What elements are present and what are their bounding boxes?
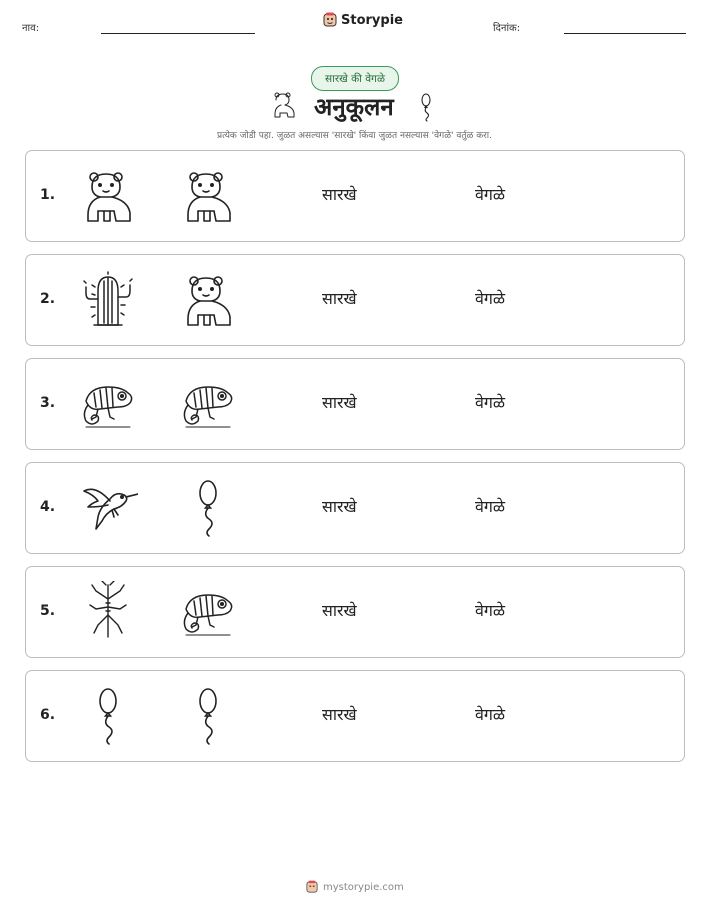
- question-card: [25, 150, 685, 242]
- date-line[interactable]: [564, 33, 686, 34]
- same-option[interactable]: सारखे: [322, 705, 357, 724]
- footer-url[interactable]: mystorypie.com: [323, 881, 404, 893]
- page-title: अनुकूलन: [314, 93, 394, 121]
- different-option[interactable]: वेगळे: [475, 185, 506, 204]
- question-number: 2.: [40, 291, 56, 307]
- stick-insect-icon: [78, 581, 138, 641]
- question-number: 1.: [40, 187, 56, 203]
- topic-badge: सारखे की वेगळे: [311, 66, 399, 91]
- different-option[interactable]: वेगळे: [475, 289, 506, 308]
- question-number: 5.: [40, 603, 56, 619]
- instructions: प्रत्येक जोडी पहा. जुळत असल्यास 'सारखे' किंवा जुळत नसल्यास 'वेगळे' वर्तुळ करा.: [216, 131, 492, 141]
- same-option[interactable]: सारखे: [322, 393, 357, 412]
- balloon-icon: [178, 685, 238, 745]
- footer: [306, 880, 404, 894]
- question-number: 4.: [40, 499, 56, 515]
- storypie-logo-icon: [306, 880, 318, 894]
- different-option[interactable]: वेगळे: [475, 705, 506, 724]
- bear-icon: [269, 90, 299, 120]
- same-option[interactable]: सारखे: [322, 601, 357, 620]
- same-option[interactable]: सारखे: [322, 497, 357, 516]
- balloon-icon: [178, 477, 238, 537]
- bear-icon: [178, 165, 238, 225]
- brand-name: Storypie: [341, 12, 403, 28]
- hummingbird-icon: [78, 477, 138, 537]
- question-card: [25, 462, 685, 554]
- chameleon-icon: [178, 373, 238, 433]
- question-number: 6.: [40, 707, 56, 723]
- different-option[interactable]: वेगळे: [475, 393, 506, 412]
- same-option[interactable]: सारखे: [322, 289, 357, 308]
- question-card: [25, 670, 685, 762]
- different-option[interactable]: वेगळे: [475, 601, 506, 620]
- balloon-icon: [416, 92, 438, 122]
- bear-icon: [78, 165, 138, 225]
- chameleon-icon: [78, 373, 138, 433]
- bear-icon: [178, 269, 238, 329]
- different-option[interactable]: वेगळे: [475, 497, 506, 516]
- date-label: दिनांक:: [493, 23, 521, 34]
- question-card: [25, 254, 685, 346]
- brand: [323, 12, 403, 28]
- cactus-icon: [78, 269, 138, 329]
- name-label: नाव:: [22, 23, 40, 34]
- balloon-icon: [78, 685, 138, 745]
- same-option[interactable]: सारखे: [322, 185, 357, 204]
- question-card: [25, 566, 685, 658]
- question-number: 3.: [40, 395, 56, 411]
- question-card: [25, 358, 685, 450]
- name-line[interactable]: [101, 33, 255, 34]
- chameleon-icon: [178, 581, 238, 641]
- storypie-logo-icon: [323, 12, 337, 28]
